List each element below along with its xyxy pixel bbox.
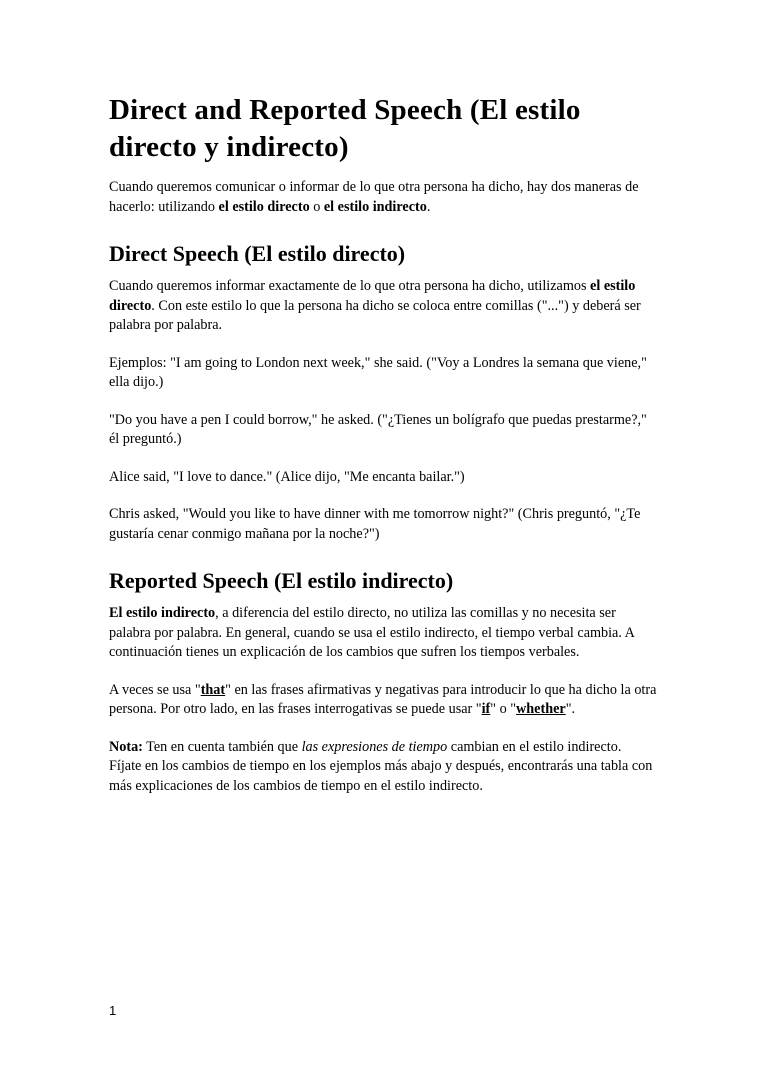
reported2-text-4: ". (565, 701, 576, 717)
spacer (109, 487, 657, 505)
direct-keyword: el estilo directo (109, 278, 636, 314)
document-title: Direct and Reported Speech (El estilo directo y indirecto) (109, 94, 581, 163)
reported2-text-1: A veces se usa " (109, 681, 201, 698)
keyword-if: if (481, 701, 491, 717)
direct-speech-heading: Direct Speech (El estilo directo) (109, 241, 406, 266)
spacer (109, 544, 657, 567)
intro-keyword-direct: el estilo directo (218, 198, 310, 215)
reported-speech-heading: Reported Speech (El estilo indirecto) (109, 568, 454, 593)
reported-keyword: El estilo indirecto (109, 605, 216, 621)
intro-paragraph (109, 178, 657, 217)
note-text-1: Ten en cuenta también que (142, 738, 302, 755)
spacer (109, 663, 657, 681)
spacer (109, 393, 657, 411)
intro-text-3: . (426, 198, 431, 215)
spacer (109, 336, 657, 354)
spacer (109, 217, 657, 240)
reported-speech-paragraph (109, 604, 657, 663)
page-number: 1 (109, 1003, 117, 1018)
note-paragraph (109, 738, 657, 797)
direct-text-2: . Con este estilo lo que la persona ha dicho se coloca entre comillas ("...") y deberá ser palabra por palabra. (109, 297, 641, 333)
example-item: Alice said, "I love to dance." (Alice dijo, "Me encanta bailar.") (109, 468, 465, 485)
direct-speech-paragraph (109, 277, 657, 336)
spacer (109, 720, 657, 738)
example-item: "Do you have a pen I could borrow," he asked. ("¿Tienes un bolígrafo que puedas prestarme?," él preguntó.) (109, 411, 647, 447)
spacer (109, 450, 657, 468)
keyword-that: that (200, 681, 226, 698)
note-label: Nota: (109, 738, 143, 755)
intro-text-2: o (309, 198, 324, 215)
intro-keyword-indirect: el estilo indirecto (323, 198, 427, 215)
note-italic: las expresiones de tiempo (301, 738, 448, 755)
reported2-text-2: " en las frases afirmativas y negativas para introducir lo que ha dicho la otra persona. Por otro lado, en las frases interrogativas se puede usar " (109, 681, 657, 717)
reported2-text-3: " o " (490, 701, 517, 717)
note-text-2: cambian en el estilo indirecto. Fíjate en los cambios de tiempo en los ejemplos más abajo y después, encontrarás una tabla con más explicaciones de los cambios de tiempo en el estilo indirecto. (109, 738, 653, 794)
intro-text-1: Cuando queremos comunicar o informar de lo que otra persona ha dicho, hay dos maneras de hacerlo: utilizando (109, 179, 639, 215)
document-page (109, 92, 657, 796)
keyword-whether: whether (516, 701, 566, 717)
that-if-whether-paragraph (109, 681, 657, 720)
direct-text-1: Cuando queremos informar exactamente de lo que otra persona ha dicho, utilizamos (109, 278, 591, 294)
example-item: Chris asked, "Would you like to have dinner with me tomorrow night?" (Chris preguntó, "¿Te gustaría cenar conmigo mañana por la noche?") (109, 506, 641, 542)
reported-text-1: , a diferencia del estilo directo, no utiliza las comillas y no necesita ser palabra por palabra. En general, cuando se usa el estilo indirecto, el tiempo verbal cambia. A continuación tienes un explicación de los cambios que sufren los tiempos verbales. (109, 605, 635, 660)
example-item: Ejemplos: "I am going to London next week," she said. ("Voy a Londres la semana que viene," ella dijo.) (109, 354, 647, 390)
